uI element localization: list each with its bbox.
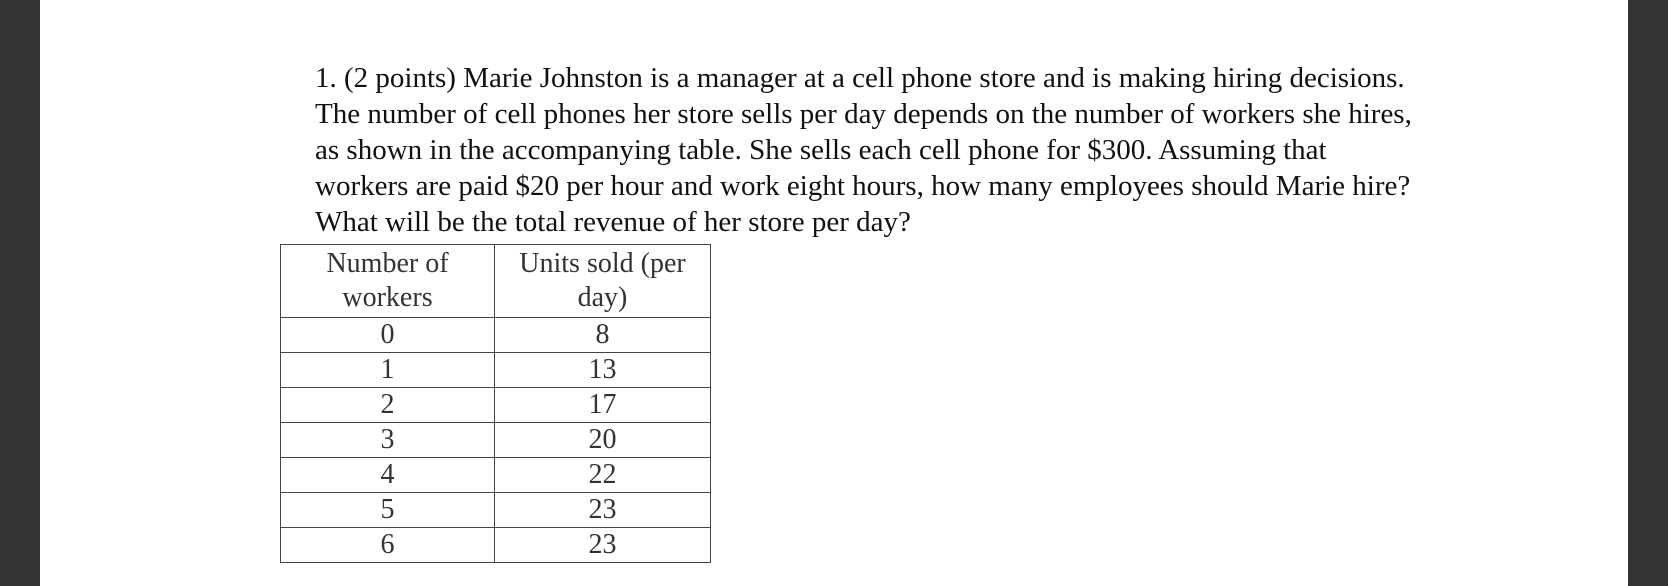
workers-cell: 6 [281,528,495,563]
workers-cell: 0 [281,318,495,353]
workers-cell: 4 [281,458,495,493]
table-row [281,458,711,493]
question-paragraph: 1. (2 points) Marie Johnston is a manager at a cell phone store and is making hiring decisions. The number of cell phones her store sells per day depends on the number of workers she hires, as shown in the accompanying table. She sells each cell phone for $300. Assuming that workers are paid $20 per hour and work eight hours, how many employees should Marie hire? What will be the total revenue of her store per day? [315,62,1412,238]
units-cell: 20 [495,423,711,458]
workers-cell: 2 [281,388,495,423]
table-row [281,528,711,563]
units-cell: 23 [495,493,711,528]
question-text-block [315,60,1415,240]
units-cell: 8 [495,318,711,353]
workers-cell: 3 [281,423,495,458]
workers-cell: 5 [281,493,495,528]
units-cell: 22 [495,458,711,493]
left-margin-bar [0,0,40,586]
header-units-sold: Units sold (per day) [495,245,711,318]
table-row [281,423,711,458]
header-number-of-workers: Number of workers [281,245,495,318]
units-cell: 17 [495,388,711,423]
units-cell: 13 [495,353,711,388]
units-cell: 23 [495,528,711,563]
table-header-row [281,245,711,318]
workers-units-table [280,244,711,563]
workers-cell: 1 [281,353,495,388]
document-page [40,0,1628,586]
right-margin-bar [1628,0,1668,586]
table-row [281,353,711,388]
table-row [281,493,711,528]
table-row [281,388,711,423]
table-row [281,318,711,353]
